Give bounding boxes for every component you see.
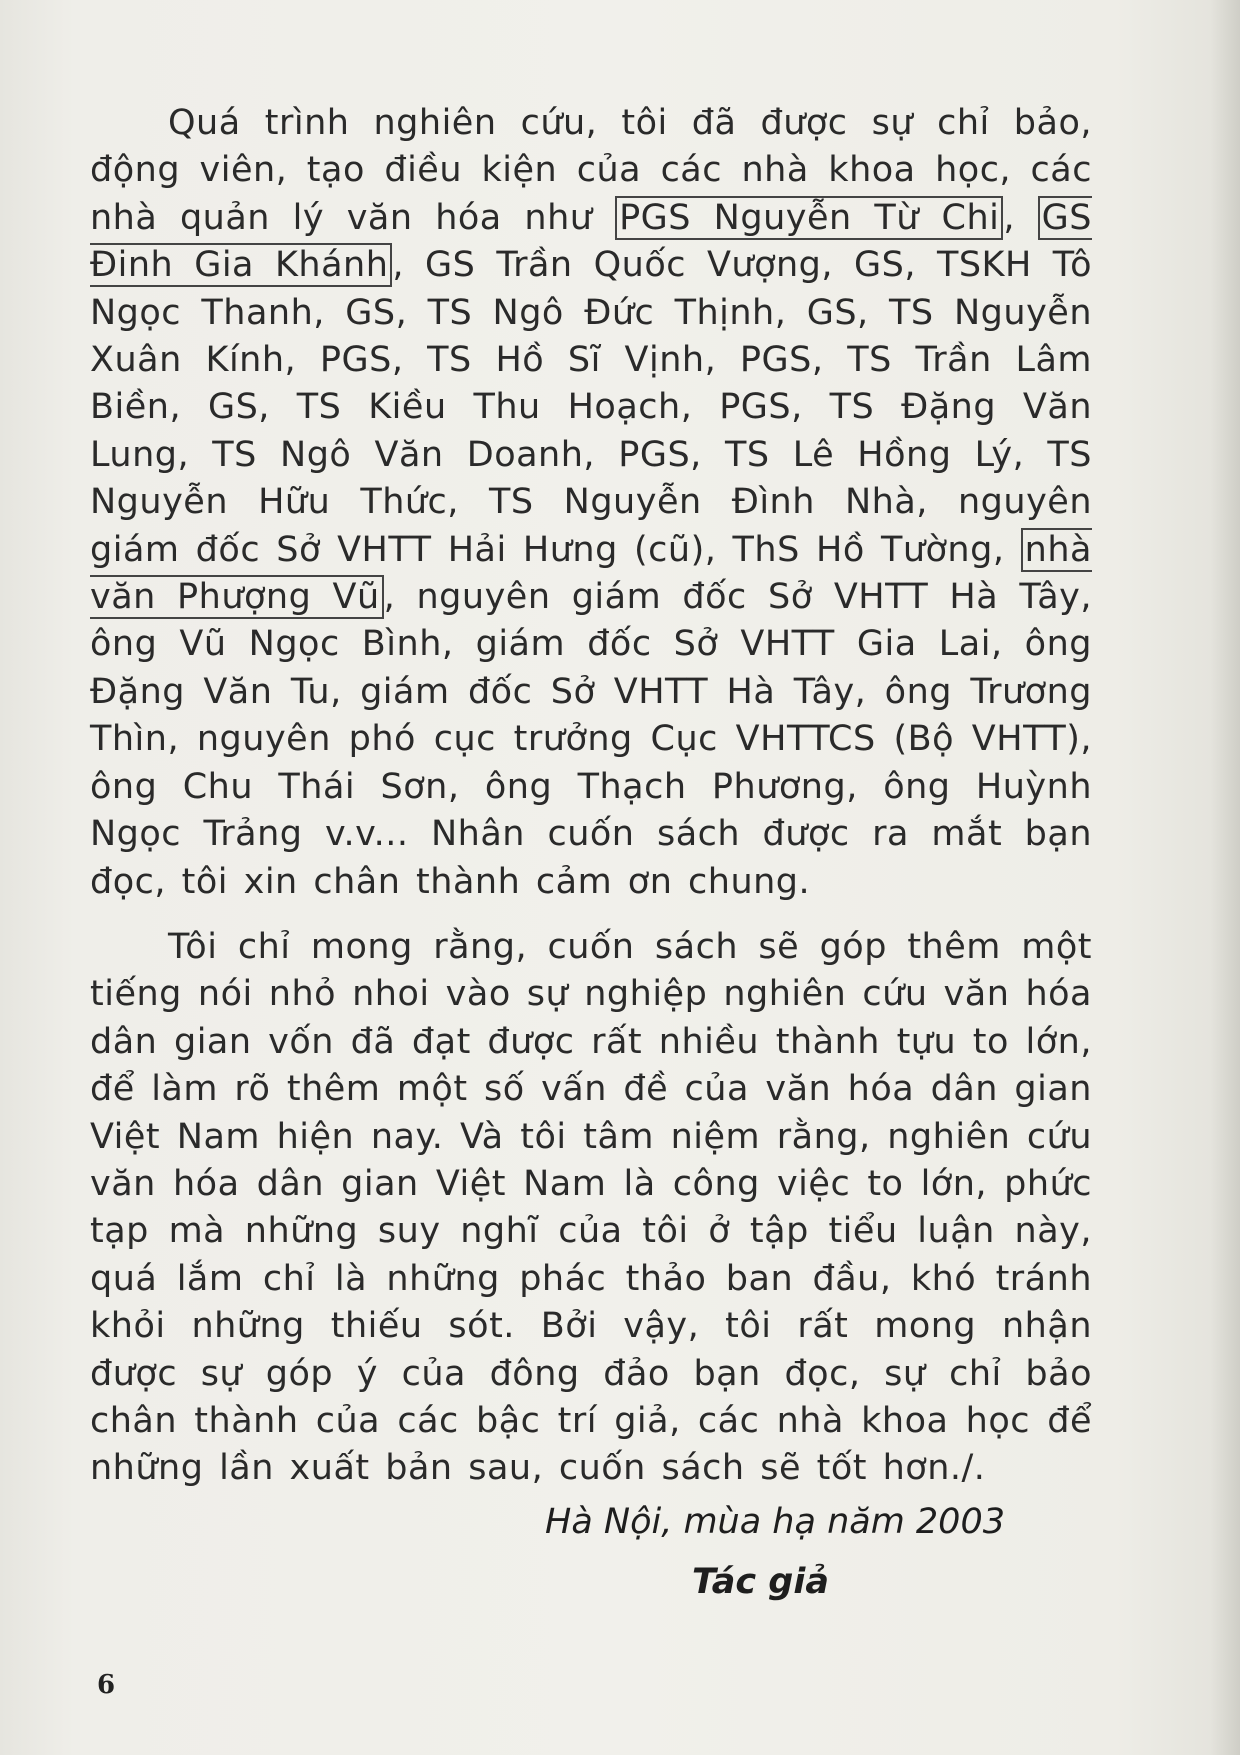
signoff-author: Tác giả — [692, 1562, 829, 1602]
paragraph-hopes: Tôi chỉ mong rằng, cuốn sách sẽ góp thêm một tiếng nói nhỏ nhoi vào sự nghiệp nghiên cứu văn hóa dân gian vốn đã đạt được rất nhiều thành tựu to lớn, để làm rõ thêm một số vấn đề của văn hóa dân gian Việt Nam hiện nay. Và tôi tâm niệm rằng, nghiên cứu văn hóa dân gian Việt Nam là công việc to lớn, phức tạp mà những suy nghĩ của tôi ở tập tiểu luận này, quá lắm chỉ là những phác thảo ban đầu, khó tránh khỏi những thiếu sót. Bởi vậy, tôi rất mong nhận được sự góp ý của đông đảo bạn đọc, sự chỉ bảo chân thành của các bậc trí giả, các nhà khoa học để những lần xuất bản sau, cuốn sách sẽ tốt hơn./. — [90, 926, 1092, 1489]
paragraph-1-part-1: Quá trình nghiên cứu, tôi đã được sự chỉ bảo, động viên, tạo điều kiện của các nhà khoa học, các nhà quản lý văn hóa như — [90, 103, 1092, 238]
page-edge-shadow — [1210, 0, 1240, 1755]
boxed-name-dinh-gia-khanh: GS Đinh Gia Khánh — [90, 197, 1092, 286]
paragraph-1-part-2: , — [1003, 197, 1038, 238]
page-number: 6 — [97, 1670, 116, 1700]
paragraph-1-part-3: , GS Trần Quốc Vượng, GS, TSKH Tô Ngọc Thanh, GS, TS Ngô Đức Thịnh, GS, TS Nguyễn Xuân Kính, PGS, TS Hồ Sĩ Vịnh, PGS, TS Trần Lâm Biền, GS, TS Kiều Thu Hoạch, PGS, TS Đặng Văn Lung, TS Ngô Văn Doanh, PGS, TS Lê Hồng Lý, TS Nguyễn Hữu Thức, TS Nguyễn Đình Nhà, nguyên giám đốc Sở VHTT Hải Hưng (cũ), ThS Hồ Tường, — [90, 245, 1093, 570]
paragraph-1-part-4: , nguyên giám đốc Sở VHTT Hà Tây, ông Vũ Ngọc Bình, giám đốc Sở VHTT Gia Lai, ông Đặng Văn Tu, giám đốc Sở VHTT Hà Tây, ông Trương Thìn, nguyên phó cục trưởng Cục VHTTCS (Bộ VHTT), ông Chu Thái Sơn, ông Thạch Phương, ông Huỳnh Ngọc Trảng v.v... Nhân cuốn sách được ra mắt bạn đọc, tôi xin chân thành cảm ơn chung. — [90, 577, 1092, 902]
boxed-name-phuong-vu: nhà văn Phượng Vũ — [90, 529, 1092, 618]
body-text — [90, 100, 1092, 1493]
paragraph-acknowledgements — [90, 100, 1092, 906]
boxed-name-nguyen-tu-chi: PGS Nguyễn Từ Chi — [615, 196, 1003, 240]
signoff-place-date: Hà Nội, mùa hạ năm 2003 — [545, 1502, 1005, 1542]
